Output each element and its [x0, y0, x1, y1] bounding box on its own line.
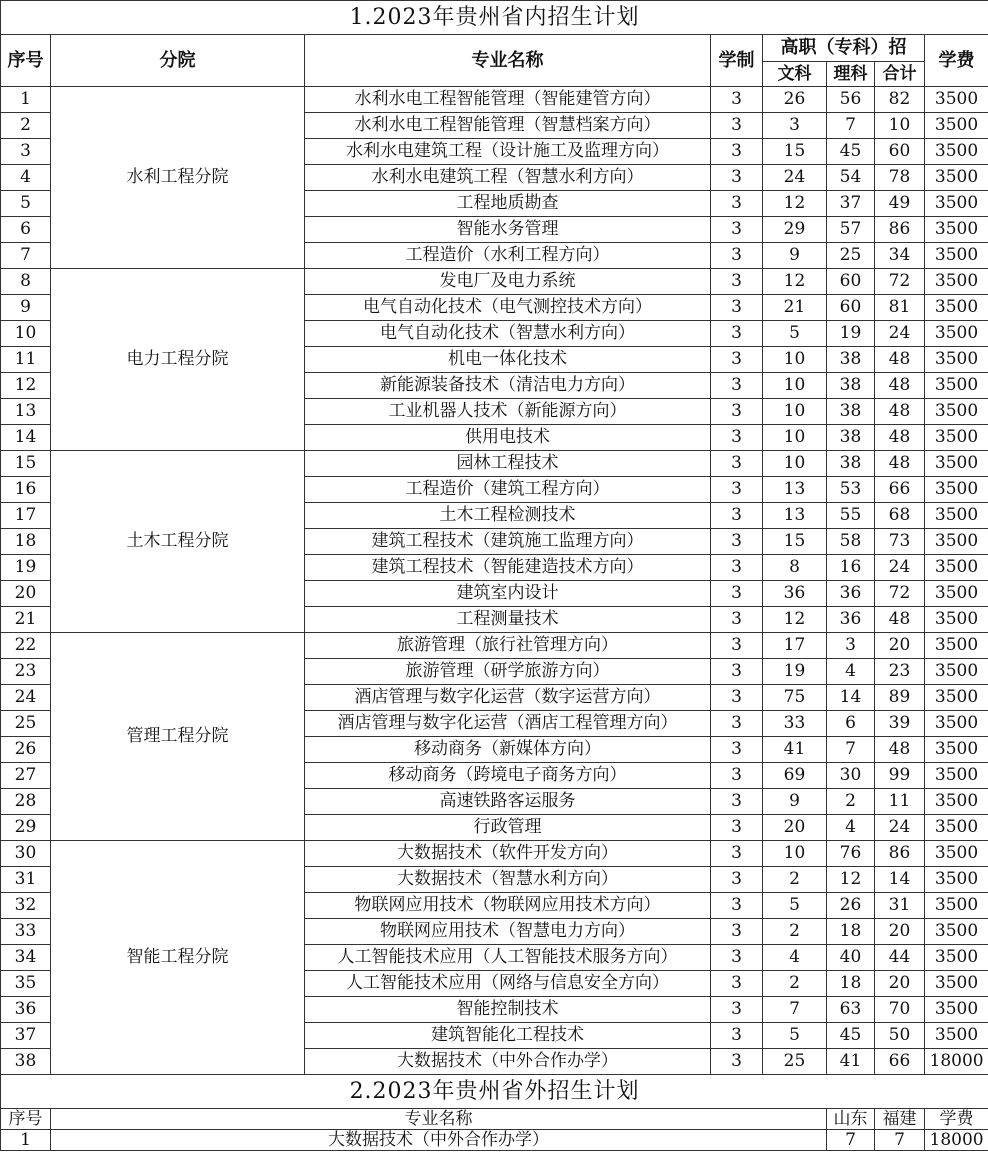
study-years: 3	[711, 1023, 763, 1049]
row-seq: 24	[1, 685, 51, 711]
science-count: 37	[827, 191, 875, 217]
header2-fee: 学费	[925, 1109, 988, 1130]
science-count: 6	[827, 711, 875, 737]
tuition-fee: 3500	[925, 165, 988, 191]
department-name: 电力工程分院	[51, 269, 305, 451]
major-name: 建筑智能化工程技术	[305, 1023, 711, 1049]
table-row	[1, 633, 988, 659]
row-seq: 14	[1, 425, 51, 451]
row-seq: 16	[1, 477, 51, 503]
arts-count: 21	[763, 295, 827, 321]
row-seq: 35	[1, 971, 51, 997]
major-name: 电气自动化技术（智慧水利方向）	[305, 321, 711, 347]
total-count: 70	[875, 997, 925, 1023]
major-name: 新能源装备技术（清洁电力方向）	[305, 373, 711, 399]
study-years: 3	[711, 451, 763, 477]
arts-count: 75	[763, 685, 827, 711]
study-years: 3	[711, 321, 763, 347]
major-name: 人工智能技术应用（网络与信息安全方向）	[305, 971, 711, 997]
arts-count: 19	[763, 659, 827, 685]
total-count: 60	[875, 139, 925, 165]
row-seq: 22	[1, 633, 51, 659]
row-seq: 7	[1, 243, 51, 269]
science-count: 41	[827, 1049, 875, 1075]
table-row	[1, 269, 988, 295]
tuition-fee: 3500	[925, 763, 988, 789]
header-arts: 文科	[763, 62, 827, 87]
total-count: 39	[875, 711, 925, 737]
major-name: 建筑工程技术（智能建造技术方向）	[305, 555, 711, 581]
shandong-count: 7	[827, 1130, 875, 1151]
arts-count: 29	[763, 217, 827, 243]
total-count: 81	[875, 295, 925, 321]
arts-count: 5	[763, 1023, 827, 1049]
tuition-fee: 3500	[925, 425, 988, 451]
tuition-fee: 3500	[925, 867, 988, 893]
study-years: 3	[711, 113, 763, 139]
science-count: 38	[827, 425, 875, 451]
row-seq: 13	[1, 399, 51, 425]
total-count: 31	[875, 893, 925, 919]
study-years: 3	[711, 217, 763, 243]
header-fee: 学费	[925, 35, 988, 87]
total-count: 78	[875, 165, 925, 191]
study-years: 3	[711, 581, 763, 607]
row-seq: 11	[1, 347, 51, 373]
arts-count: 33	[763, 711, 827, 737]
row-seq: 15	[1, 451, 51, 477]
total-count: 48	[875, 373, 925, 399]
science-count: 4	[827, 815, 875, 841]
arts-count: 2	[763, 919, 827, 945]
total-count: 44	[875, 945, 925, 971]
study-years: 3	[711, 971, 763, 997]
total-count: 48	[875, 399, 925, 425]
study-years: 3	[711, 555, 763, 581]
row-seq: 28	[1, 789, 51, 815]
total-count: 24	[875, 321, 925, 347]
study-years: 3	[711, 165, 763, 191]
major-name: 高速铁路客运服务	[305, 789, 711, 815]
science-count: 26	[827, 893, 875, 919]
total-count: 48	[875, 347, 925, 373]
tuition-fee: 3500	[925, 971, 988, 997]
science-count: 2	[827, 789, 875, 815]
major-name: 移动商务（新媒体方向）	[305, 737, 711, 763]
study-years: 3	[711, 87, 763, 113]
tuition-fee: 3500	[925, 737, 988, 763]
total-count: 89	[875, 685, 925, 711]
study-years: 3	[711, 503, 763, 529]
row-seq: 27	[1, 763, 51, 789]
science-count: 16	[827, 555, 875, 581]
major-name: 水利水电建筑工程（设计施工及监理方向）	[305, 139, 711, 165]
study-years: 3	[711, 243, 763, 269]
arts-count: 10	[763, 841, 827, 867]
total-count: 50	[875, 1023, 925, 1049]
row-seq: 31	[1, 867, 51, 893]
arts-count: 26	[763, 87, 827, 113]
tuition-fee: 3500	[925, 347, 988, 373]
study-years: 3	[711, 815, 763, 841]
row-seq: 5	[1, 191, 51, 217]
major-name: 智能控制技术	[305, 997, 711, 1023]
major-name: 土木工程检测技术	[305, 503, 711, 529]
study-years: 3	[711, 763, 763, 789]
tuition-fee: 3500	[925, 815, 988, 841]
department-name: 管理工程分院	[51, 633, 305, 841]
section2-title: 2.2023年贵州省外招生计划	[1, 1075, 988, 1109]
total-count: 66	[875, 477, 925, 503]
arts-count: 10	[763, 451, 827, 477]
study-years: 3	[711, 919, 763, 945]
tuition-fee: 3500	[925, 191, 988, 217]
department-name: 智能工程分院	[51, 841, 305, 1075]
row-seq: 8	[1, 269, 51, 295]
study-years: 3	[711, 659, 763, 685]
science-count: 54	[827, 165, 875, 191]
major-name: 大数据技术（中外合作办学）	[51, 1130, 827, 1151]
total-count: 86	[875, 217, 925, 243]
arts-count: 10	[763, 425, 827, 451]
arts-count: 13	[763, 477, 827, 503]
major-name: 工业机器人技术（新能源方向）	[305, 399, 711, 425]
arts-count: 10	[763, 347, 827, 373]
science-count: 36	[827, 607, 875, 633]
study-years: 3	[711, 607, 763, 633]
tuition-fee: 3500	[925, 919, 988, 945]
major-name: 旅游管理（研学旅游方向）	[305, 659, 711, 685]
study-years: 3	[711, 399, 763, 425]
major-name: 智能水务管理	[305, 217, 711, 243]
major-name: 水利水电工程智能管理（智能建管方向）	[305, 87, 711, 113]
total-count: 20	[875, 633, 925, 659]
major-name: 酒店管理与数字化运营（酒店工程管理方向）	[305, 711, 711, 737]
tuition-fee: 3500	[925, 321, 988, 347]
major-name: 物联网应用技术（智慧电力方向）	[305, 919, 711, 945]
major-name: 园林工程技术	[305, 451, 711, 477]
row-seq: 23	[1, 659, 51, 685]
arts-count: 12	[763, 191, 827, 217]
major-name: 旅游管理（旅行社管理方向）	[305, 633, 711, 659]
header2-fujian: 福建	[875, 1109, 925, 1130]
header-major: 专业名称	[305, 35, 711, 87]
total-count: 34	[875, 243, 925, 269]
science-count: 18	[827, 971, 875, 997]
department-name: 水利工程分院	[51, 87, 305, 269]
arts-count: 10	[763, 373, 827, 399]
header-years: 学制	[711, 35, 763, 87]
study-years: 3	[711, 347, 763, 373]
study-years: 3	[711, 191, 763, 217]
tuition-fee: 3500	[925, 269, 988, 295]
total-count: 73	[875, 529, 925, 555]
arts-count: 17	[763, 633, 827, 659]
arts-count: 8	[763, 555, 827, 581]
science-count: 19	[827, 321, 875, 347]
arts-count: 5	[763, 893, 827, 919]
study-years: 3	[711, 139, 763, 165]
arts-count: 41	[763, 737, 827, 763]
tuition-fee: 3500	[925, 373, 988, 399]
tuition-fee: 3500	[925, 659, 988, 685]
row-seq: 18	[1, 529, 51, 555]
study-years: 3	[711, 997, 763, 1023]
total-count: 48	[875, 425, 925, 451]
study-years: 3	[711, 867, 763, 893]
total-count: 20	[875, 971, 925, 997]
total-count: 66	[875, 1049, 925, 1075]
total-count: 11	[875, 789, 925, 815]
major-name: 酒店管理与数字化运营（数字运营方向）	[305, 685, 711, 711]
science-count: 12	[827, 867, 875, 893]
tuition-fee: 18000	[925, 1130, 988, 1151]
science-count: 7	[827, 737, 875, 763]
row-seq: 36	[1, 997, 51, 1023]
study-years: 3	[711, 841, 763, 867]
total-count: 10	[875, 113, 925, 139]
science-count: 3	[827, 633, 875, 659]
study-years: 3	[711, 893, 763, 919]
arts-count: 12	[763, 607, 827, 633]
row-seq: 33	[1, 919, 51, 945]
major-name: 供用电技术	[305, 425, 711, 451]
science-count: 40	[827, 945, 875, 971]
science-count: 63	[827, 997, 875, 1023]
major-name: 工程造价（水利工程方向）	[305, 243, 711, 269]
total-count: 72	[875, 581, 925, 607]
arts-count: 36	[763, 581, 827, 607]
arts-count: 15	[763, 139, 827, 165]
tuition-fee: 3500	[925, 997, 988, 1023]
science-count: 60	[827, 269, 875, 295]
row-seq: 9	[1, 295, 51, 321]
major-name: 行政管理	[305, 815, 711, 841]
tuition-fee: 3500	[925, 789, 988, 815]
row-seq: 30	[1, 841, 51, 867]
arts-count: 5	[763, 321, 827, 347]
row-seq: 3	[1, 139, 51, 165]
arts-count: 13	[763, 503, 827, 529]
arts-count: 24	[763, 165, 827, 191]
arts-count: 9	[763, 243, 827, 269]
science-count: 76	[827, 841, 875, 867]
study-years: 3	[711, 945, 763, 971]
arts-count: 20	[763, 815, 827, 841]
total-count: 24	[875, 815, 925, 841]
row-seq: 1	[1, 1130, 51, 1151]
fujian-count: 7	[875, 1130, 925, 1151]
total-count: 14	[875, 867, 925, 893]
department-name: 土木工程分院	[51, 451, 305, 633]
science-count: 53	[827, 477, 875, 503]
row-seq: 20	[1, 581, 51, 607]
study-years: 3	[711, 685, 763, 711]
science-count: 45	[827, 139, 875, 165]
major-name: 大数据技术（智慧水利方向）	[305, 867, 711, 893]
arts-count: 3	[763, 113, 827, 139]
tuition-fee: 3500	[925, 555, 988, 581]
tuition-fee: 3500	[925, 139, 988, 165]
science-count: 30	[827, 763, 875, 789]
tuition-fee: 3500	[925, 243, 988, 269]
row-seq: 34	[1, 945, 51, 971]
total-count: 72	[875, 269, 925, 295]
row-seq: 17	[1, 503, 51, 529]
arts-count: 9	[763, 789, 827, 815]
row-seq: 32	[1, 893, 51, 919]
science-count: 4	[827, 659, 875, 685]
tuition-fee: 3500	[925, 503, 988, 529]
major-name: 移动商务（跨境电子商务方向）	[305, 763, 711, 789]
header2-seq: 序号	[1, 1109, 51, 1130]
header2-shandong: 山东	[827, 1109, 875, 1130]
tuition-fee: 3500	[925, 451, 988, 477]
table-row	[1, 87, 988, 113]
study-years: 3	[711, 633, 763, 659]
major-name: 水利水电建筑工程（智慧水利方向）	[305, 165, 711, 191]
row-seq: 2	[1, 113, 51, 139]
science-count: 38	[827, 399, 875, 425]
row-seq: 12	[1, 373, 51, 399]
major-name: 发电厂及电力系统	[305, 269, 711, 295]
major-name: 工程测量技术	[305, 607, 711, 633]
table-row	[1, 1130, 988, 1151]
arts-count: 7	[763, 997, 827, 1023]
header-seq: 序号	[1, 35, 51, 87]
tuition-fee: 3500	[925, 529, 988, 555]
science-count: 56	[827, 87, 875, 113]
row-seq: 38	[1, 1049, 51, 1075]
row-seq: 29	[1, 815, 51, 841]
total-count: 23	[875, 659, 925, 685]
arts-count: 10	[763, 399, 827, 425]
tuition-fee: 3500	[925, 633, 988, 659]
section1-title: 1.2023年贵州省内招生计划	[1, 1, 988, 35]
total-count: 20	[875, 919, 925, 945]
study-years: 3	[711, 295, 763, 321]
row-seq: 25	[1, 711, 51, 737]
arts-count: 69	[763, 763, 827, 789]
header-group: 高职（专科）招	[763, 35, 925, 62]
total-count: 49	[875, 191, 925, 217]
study-years: 3	[711, 711, 763, 737]
tuition-fee: 18000	[925, 1049, 988, 1075]
row-seq: 37	[1, 1023, 51, 1049]
tuition-fee: 3500	[925, 217, 988, 243]
science-count: 18	[827, 919, 875, 945]
tuition-fee: 3500	[925, 607, 988, 633]
major-name: 建筑室内设计	[305, 581, 711, 607]
tuition-fee: 3500	[925, 295, 988, 321]
arts-count: 25	[763, 1049, 827, 1075]
total-count: 48	[875, 607, 925, 633]
total-count: 24	[875, 555, 925, 581]
science-count: 36	[827, 581, 875, 607]
row-seq: 1	[1, 87, 51, 113]
tuition-fee: 3500	[925, 945, 988, 971]
total-count: 48	[875, 737, 925, 763]
tuition-fee: 3500	[925, 711, 988, 737]
tuition-fee: 3500	[925, 477, 988, 503]
arts-count: 2	[763, 971, 827, 997]
row-seq: 4	[1, 165, 51, 191]
study-years: 3	[711, 789, 763, 815]
tuition-fee: 3500	[925, 685, 988, 711]
header2-major: 专业名称	[51, 1109, 827, 1130]
study-years: 3	[711, 1049, 763, 1075]
major-name: 建筑工程技术（建筑施工监理方向）	[305, 529, 711, 555]
study-years: 3	[711, 269, 763, 295]
header-science: 理科	[827, 62, 875, 87]
science-count: 57	[827, 217, 875, 243]
tuition-fee: 3500	[925, 87, 988, 113]
major-name: 水利水电工程智能管理（智慧档案方向）	[305, 113, 711, 139]
tuition-fee: 3500	[925, 893, 988, 919]
major-name: 工程造价（建筑工程方向）	[305, 477, 711, 503]
study-years: 3	[711, 477, 763, 503]
science-count: 55	[827, 503, 875, 529]
row-seq: 19	[1, 555, 51, 581]
tuition-fee: 3500	[925, 581, 988, 607]
science-count: 14	[827, 685, 875, 711]
header-dept: 分院	[51, 35, 305, 87]
total-count: 48	[875, 451, 925, 477]
total-count: 68	[875, 503, 925, 529]
total-count: 86	[875, 841, 925, 867]
major-name: 大数据技术（中外合作办学）	[305, 1049, 711, 1075]
science-count: 7	[827, 113, 875, 139]
row-seq: 6	[1, 217, 51, 243]
study-years: 3	[711, 373, 763, 399]
row-seq: 26	[1, 737, 51, 763]
tuition-fee: 3500	[925, 113, 988, 139]
total-count: 82	[875, 87, 925, 113]
table-row	[1, 841, 988, 867]
science-count: 60	[827, 295, 875, 321]
major-name: 电气自动化技术（电气测控技术方向）	[305, 295, 711, 321]
major-name: 物联网应用技术（物联网应用技术方向）	[305, 893, 711, 919]
row-seq: 21	[1, 607, 51, 633]
tuition-fee: 3500	[925, 1023, 988, 1049]
science-count: 45	[827, 1023, 875, 1049]
science-count: 25	[827, 243, 875, 269]
row-seq: 10	[1, 321, 51, 347]
study-years: 3	[711, 737, 763, 763]
study-years: 3	[711, 529, 763, 555]
arts-count: 4	[763, 945, 827, 971]
major-name: 工程地质勘查	[305, 191, 711, 217]
science-count: 38	[827, 347, 875, 373]
tuition-fee: 3500	[925, 399, 988, 425]
arts-count: 2	[763, 867, 827, 893]
study-years: 3	[711, 425, 763, 451]
tuition-fee: 3500	[925, 841, 988, 867]
total-count: 99	[875, 763, 925, 789]
arts-count: 12	[763, 269, 827, 295]
table-row	[1, 451, 988, 477]
major-name: 机电一体化技术	[305, 347, 711, 373]
arts-count: 15	[763, 529, 827, 555]
major-name: 大数据技术（软件开发方向）	[305, 841, 711, 867]
science-count: 58	[827, 529, 875, 555]
major-name: 人工智能技术应用（人工智能技术服务方向）	[305, 945, 711, 971]
science-count: 38	[827, 451, 875, 477]
header-total: 合计	[875, 62, 925, 87]
science-count: 38	[827, 373, 875, 399]
